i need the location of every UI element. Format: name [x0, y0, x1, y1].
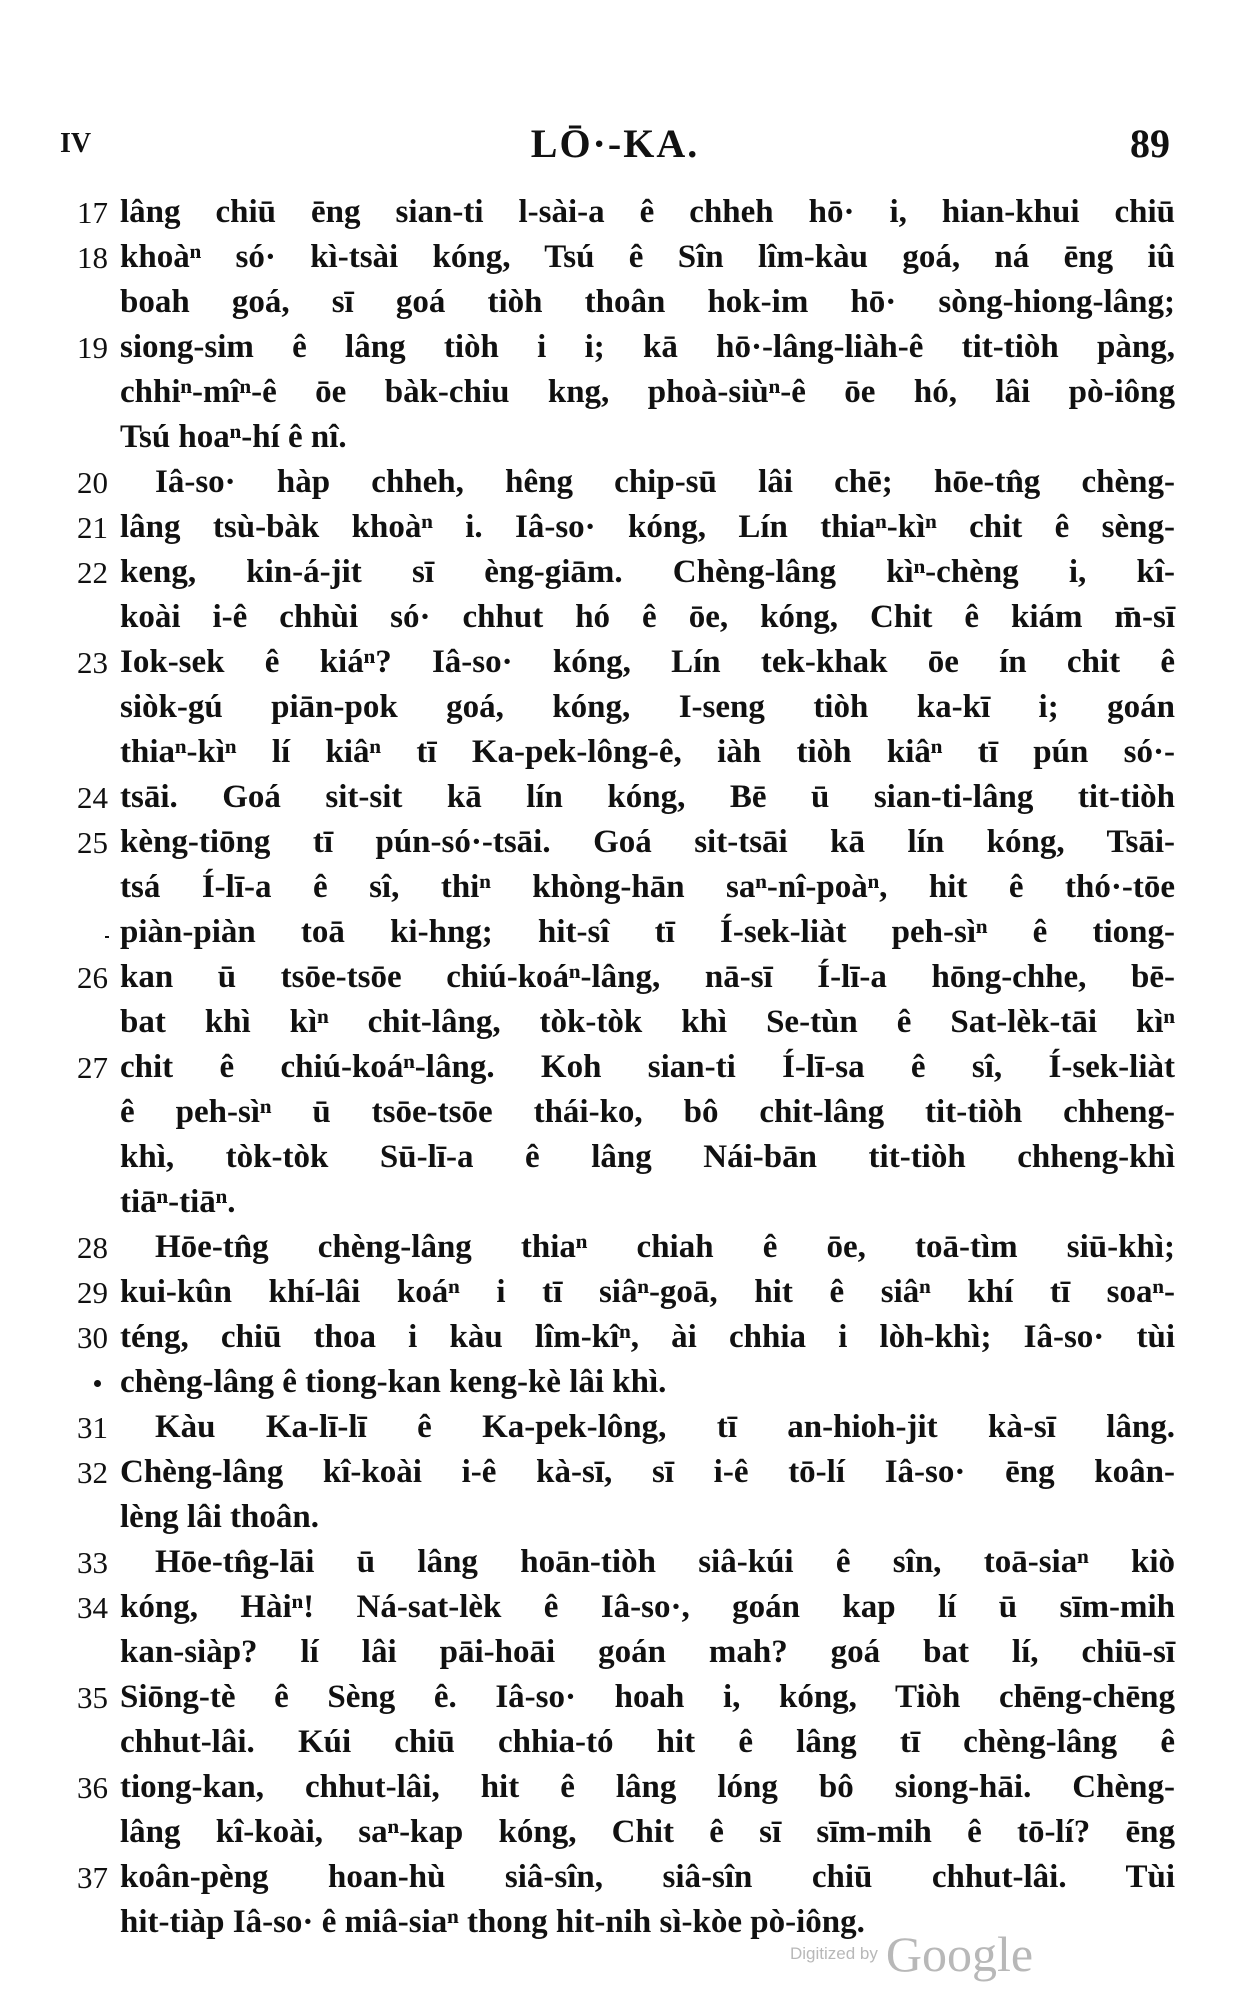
- text-line: [60, 280, 1175, 325]
- verse-number: 18: [77, 240, 108, 275]
- line-text: chhut-lâi. Kúi chiū chhia-tó hit ê lâng tī chèng-lâng ê: [120, 1724, 1175, 1760]
- text-line: [60, 685, 1175, 730]
- chapter-number: IV: [60, 128, 92, 159]
- line-text: bat khì kìⁿ chit-lâng, tòk-tòk khì Se-tùn ê Sat-lèk-tāi kìⁿ: [120, 1004, 1175, 1040]
- line-text: siòk-gú piān-pok goá, kóng, I-seng tiòh ka-kī i; goán: [120, 689, 1175, 725]
- text-line: [60, 1135, 1175, 1180]
- text-line: [60, 1540, 1175, 1585]
- margin-mark: [105, 936, 109, 938]
- text-line: [60, 1405, 1175, 1450]
- text-line: [60, 865, 1175, 910]
- verse-number: 31: [77, 1410, 108, 1445]
- line-text: Iâ-so· hàp chheh, hêng chip-sū lâi chē; hōe-tn̂g chèng-: [155, 464, 1175, 500]
- verse-number: 36: [77, 1770, 108, 1805]
- text-line: [60, 325, 1175, 370]
- line-text: thiaⁿ-kìⁿ lí kiâⁿ tī Ka-pek-lông-ê, iàh tiòh kiâⁿ tī pún só·-: [120, 734, 1175, 770]
- text-line: [60, 1360, 1175, 1405]
- line-text: lâng kî-koài, saⁿ-kap kóng, Chit ê sī sīm-mih ê tō-lí? ēng: [120, 1814, 1175, 1850]
- text-line: [60, 910, 1175, 955]
- text-line: [60, 1090, 1175, 1135]
- text-line: [60, 550, 1175, 595]
- text-line: [60, 640, 1175, 685]
- verse-number: 24: [77, 780, 108, 815]
- text-line: [60, 1630, 1175, 1675]
- verse-number: 32: [77, 1455, 108, 1490]
- text-line: [60, 1315, 1175, 1360]
- text-line: [60, 1270, 1175, 1315]
- line-text: tsá Í-lī-a ê sî, thiⁿ khòng-hān saⁿ-nî-poàⁿ, hit ê thó·-tōe: [120, 869, 1175, 905]
- text-line: [60, 955, 1175, 1000]
- line-text: ê peh-sìⁿ ū tsōe-tsōe thái-ko, bô chit-lâng tit-tiòh chheng-: [120, 1094, 1175, 1130]
- verse-number: 27: [77, 1050, 108, 1085]
- line-text: tiāⁿ-tiāⁿ.: [120, 1184, 236, 1220]
- verse-number: 26: [77, 960, 108, 995]
- line-text: tsāi. Goá sit-sit kā lín kóng, Bē ū sian-ti-lâng tit-tiòh: [120, 779, 1175, 815]
- line-text: Iok-sek ê kiáⁿ? Iâ-so· kóng, Lín tek-khak ōe ín chit ê: [120, 644, 1175, 680]
- line-text: boah goá, sī goá tiòh thoân hok-im hō· sòng-hiong-lâng;: [120, 284, 1175, 320]
- text-line: [60, 1045, 1175, 1090]
- line-text: keng, kin-á-jit sī èng-giām. Chèng-lâng kìⁿ-chèng i, kî-: [120, 554, 1175, 590]
- line-text: Tsú hoaⁿ-hí ê nî.: [120, 419, 347, 455]
- line-text: kèng-tiōng tī pún-só·-tsāi. Goá sit-tsāi kā lín kóng, Tsāi-: [120, 824, 1175, 860]
- line-text: Siōng-tè ê Sèng ê. Iâ-so· hoah i, kóng, Tiòh chēng-chēng: [120, 1679, 1175, 1715]
- watermark-prefix: Digitized by: [790, 1944, 878, 1963]
- line-text: khì, tòk-tòk Sū-lī-a ê lâng Nái-bān tit-tiòh chheng-khì: [120, 1139, 1175, 1175]
- digitized-watermark: [790, 1925, 1033, 1983]
- line-text: lâng tsù-bàk khoàⁿ i. Iâ-so· kóng, Lín thiaⁿ-kìⁿ chit ê sèng-: [120, 509, 1175, 545]
- text-line: [60, 190, 1175, 235]
- text-line: [60, 235, 1175, 280]
- verse-number: 25: [77, 825, 108, 860]
- verse-number: 20: [77, 465, 108, 500]
- running-title: LŌ·-KA.: [530, 121, 700, 166]
- text-line: [60, 1585, 1175, 1630]
- line-text: Hōe-tn̂g-lāi ū lâng hoān-tiòh siâ-kúi ê sîn, toā-siaⁿ kiò: [155, 1544, 1175, 1580]
- text-line: [60, 1765, 1175, 1810]
- text-line: [60, 1810, 1175, 1855]
- text-line: [60, 820, 1175, 865]
- verse-number: 33: [77, 1545, 108, 1580]
- text-line: [60, 505, 1175, 550]
- verse-number: 30: [77, 1320, 108, 1355]
- line-text: kan ū tsōe-tsōe chiú-koáⁿ-lâng, nā-sī Í-lī-a hōng-chhe, bē-: [120, 959, 1175, 995]
- text-line: [60, 415, 1175, 460]
- verse-number: 35: [77, 1680, 108, 1715]
- watermark-brand: Google: [885, 1926, 1034, 1982]
- line-text: koân-pèng hoan-hù siâ-sîn, siâ-sîn chiū chhut-lâi. Tùi: [120, 1859, 1175, 1895]
- verse-number: 21: [77, 510, 108, 545]
- verse-number: 23: [77, 645, 108, 680]
- line-text: koài i-ê chhùi só· chhut hó ê ōe, kóng, Chit ê kiám m̄-sī: [120, 599, 1175, 635]
- line-text: Hōe-tn̂g chèng-lâng thiaⁿ chiah ê ōe, toā-tìm siū-khì;: [155, 1229, 1175, 1265]
- line-text: téng, chiū thoa i kàu lîm-kîⁿ, ài chhia i lòh-khì; Iâ-so· tùi: [120, 1319, 1175, 1355]
- line-text: piàn-piàn toā ki-hng; hit-sî tī Í-sek-liàt peh-sìⁿ ê tiong-: [120, 914, 1175, 950]
- text-line: [60, 730, 1175, 775]
- margin-mark: [94, 1380, 101, 1387]
- page-number: 89: [1130, 121, 1170, 166]
- text-line: [60, 595, 1175, 640]
- line-text: chhiⁿ-mîⁿ-ê ōe bàk-chiu kng, phoà-siùⁿ-ê ōe hó, lâi pò-iông: [120, 374, 1175, 410]
- line-text: lèng lâi thoân.: [120, 1499, 319, 1535]
- text-line: [60, 1000, 1175, 1045]
- line-text: tiong-kan, chhut-lâi, hit ê lâng lóng bô siong-hāi. Chèng-: [120, 1769, 1175, 1805]
- text-line: [60, 1720, 1175, 1765]
- verse-number: 17: [77, 195, 108, 230]
- text-line: [60, 1675, 1175, 1720]
- page-header: [60, 120, 1170, 180]
- line-text: chèng-lâng ê tiong-kan keng-kè lâi khì.: [120, 1364, 667, 1400]
- verse-number: 37: [77, 1860, 108, 1895]
- line-text: kui-kûn khí-lâi koáⁿ i tī siâⁿ-goā, hit ê siâⁿ khí tī soaⁿ-: [120, 1274, 1175, 1310]
- verse-number: 34: [77, 1590, 108, 1625]
- line-text: kan-siàp? lí lâi pāi-hoāi goán mah? goá bat lí, chiū-sī: [120, 1634, 1175, 1670]
- text-line: [60, 1225, 1175, 1270]
- line-text: kóng, Hàiⁿ! Ná-sat-lèk ê Iâ-so·, goán kap lí ū sīm-mih: [120, 1589, 1175, 1625]
- text-line: [60, 775, 1175, 820]
- text-body: [60, 190, 1175, 1945]
- line-text: siong-sim ê lâng tiòh i i; kā hō·-lâng-liàh-ê tit-tiòh pàng,: [120, 329, 1175, 365]
- line-text: Kàu Ka-lī-lī ê Ka-pek-lông, tī an-hioh-jit kà-sī lâng.: [155, 1409, 1175, 1445]
- text-line: [60, 1495, 1175, 1540]
- text-line: [60, 460, 1175, 505]
- verse-number: 19: [77, 330, 108, 365]
- text-line: [60, 1855, 1175, 1900]
- line-text: lâng chiū ēng sian-ti l-sài-a ê chheh hō· i, hian-khui chiū: [120, 194, 1175, 230]
- line-text: hit-tiàp Iâ-so· ê miâ-siaⁿ thong hit-nih sì-kòe pò-iông.: [120, 1904, 865, 1940]
- line-text: Chèng-lâng kî-koài i-ê kà-sī, sī i-ê tō-lí Iâ-so· ēng koân-: [120, 1454, 1175, 1490]
- verse-number: 28: [77, 1230, 108, 1265]
- text-line: [60, 370, 1175, 415]
- verse-number: 22: [77, 555, 108, 590]
- text-line: [60, 1180, 1175, 1225]
- text-line: [60, 1450, 1175, 1495]
- verse-number: 29: [77, 1275, 108, 1310]
- line-text: chit ê chiú-koáⁿ-lâng. Koh sian-ti Í-lī-sa ê sî, Í-sek-liàt: [120, 1049, 1175, 1085]
- line-text: khoàⁿ só· kì-tsài kóng, Tsú ê Sîn lîm-kàu goá, ná ēng iû: [120, 239, 1175, 275]
